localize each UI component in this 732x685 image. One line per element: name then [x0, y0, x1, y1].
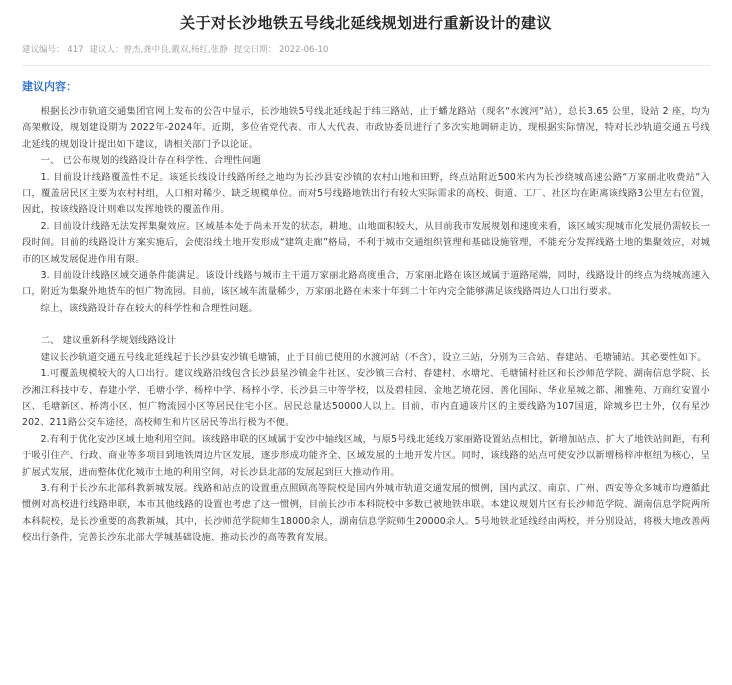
- paragraph-1-3: 3. 目前设计线路区域交通条件能满足。该设计线路与城市主干道万家丽北路高度重合，万家丽北路在该区域属于道路尾端，同时，线路设计的终点为绕城高速入口，附近为集聚外地货车的恒广物流园。目前，该区域车流量稀少，万家丽北路在未来十年到二十年内完全能够满足该线路周边人口出行要求。: [22, 270, 710, 298]
- page-title: 关于对长沙地铁五号线北延线规划进行重新设计的建议: [179, 14, 552, 32]
- paragraph-intro: 根据长沙市轨道交通集团官网上发布的公告中显示，长沙地铁5号线北延线起于纬三路站，止于蟠龙路站（现名“水渡河”站），总长3.65 公里，设站 2 座，均为高架敷设，规划建设期为 2022年-2024年。近期，多位省党代表、市人大代表、市政协委员进行了多次实地调研走访，现根据实际情况，特对长沙轨道交通五号线北延线的规划设计提出如下建议，请相关部门予以论证。: [22, 106, 710, 150]
- proposal-number: 建议编号： 417: [22, 45, 84, 55]
- divider: [22, 65, 710, 66]
- content-label: 建议内容：: [22, 80, 77, 93]
- paragraph-2-intro: 建议长沙轨道交通五号线北延线起于长沙县安沙镇毛塘铺，止于目前已使用的水渡河站（不含），设立三站，分别为三合站、春建站、毛塘铺站。其必要性如下。: [40, 351, 707, 363]
- paragraph-1-1: 1. 目前设计线路覆盖性不足。该延长线设计线路所经之地均为长沙县安沙镇的农村山地和田野，终点站附近500米内为长沙绕城高速公路“万家丽北收费站”入口，覆盖居民区主要为农村村组，人口相对稀少、缺乏规模单位。而对5号线路地铁出行有较大实际需求的高校、街道、工厂、社区均在距离该线路3公里左右位置，因此，按该线路设计则难以发挥地铁的覆盖作用。: [22, 171, 710, 216]
- section-heading-2: 二、 建议重新科学规划线路设计: [40, 335, 176, 347]
- section-heading-1: 一、 已公布规划的线路设计存在科学性、合理性问题: [40, 155, 261, 167]
- submit-date: 提交日期： 2022-06-10: [233, 45, 329, 55]
- paragraph-2-2: 2.有利于优化安沙区域土地利用空间。该线路串联的区域属于安沙中轴线区域，与原5号线北延线万家丽路设置站点相比，新增加站点、扩大了地铁站间距，有利于吸引住产、行政、商业等多项目到地铁周边片区发展，逐步形成功能齐全、区域发展的土地开发片区。同时，该线路的站点可使安沙以新增杨梓冲枢纽为核心，呈扩展式发展，进而整体优化城市土地的利用空间，对长沙县北部的发展起到巨大推动作用。: [22, 433, 710, 478]
- paragraph-2-3: 3.有利于长沙东北部科教新城发展。线路和站点的设置重点照顾高等院校是国内外城市轨道交通发展的惯例，国内武汉、南京、广州、西安等众多城市均遵循此惯例对高校进行线路串联，本市其他线路的设置也考虑了这一惯例，目前长沙市本科院校中多数已被地铁串联。本建议规划片区有长沙师范学院、湖南信息学院两所本科院校，是长沙重要的高教新城，其中，长沙师范学院师生18000余人，湖南信息学院师生20000余人。5号地铁北延线经由两校，并分别设站，将极大地改善两校出行条件，完善长沙东北部大学城基础设施、推动长沙的高等教育发展。: [22, 482, 710, 544]
- paragraph-2-1: 1.可覆盖规模较大的人口出行。建议线路沿线包含长沙县星沙镇金牛社区、安沙镇三合村、春建村、水塘坨、毛塘铺村社区和长沙师范学院、湖南信息学院、长沙湘江科技中专、春建小学、毛塘小学、杨梓中学、杨梓小学、长沙县三中等学校，以及碧桂园、金地艺境花园、善化国际、华业星城之都、湘雅苑、万商红安置小区、毛塘新区、桥湾小区、恒广物流园小区等居民住宅小区。居民总量达50000人以上。目前，市内直通该片区的主要线路为107国道，除城乡巴士外，仅有星沙202、211路公交车途径，高校师生和片区居民等出行极为不便。: [22, 368, 710, 429]
- paragraph-1-2: 2. 目前设计线路无法发挥集聚效应。区域基本处于尚未开发的状态，耕地、山地面积较大，从目前我市发展规划和速度来看，该区域实现城市化发展仍需较长一段时间。目前的线路设计方案实施后，会使沿线土地开发形成“建筑走廊”格局，不利于城市交通组织管理和基础设施管理，不能充分发挥线路土地的集聚效应，对城市的区域发展促进作用有限。: [22, 220, 710, 265]
- proposal-body: [22, 104, 710, 547]
- paragraph-summary: 综上，该线路设计存在较大的科学性和合理性问题。: [40, 302, 258, 314]
- proposal-meta: [22, 43, 710, 55]
- proposers: 建议人：曾杰,龚中良,戴双,杨红,张静: [89, 45, 228, 55]
